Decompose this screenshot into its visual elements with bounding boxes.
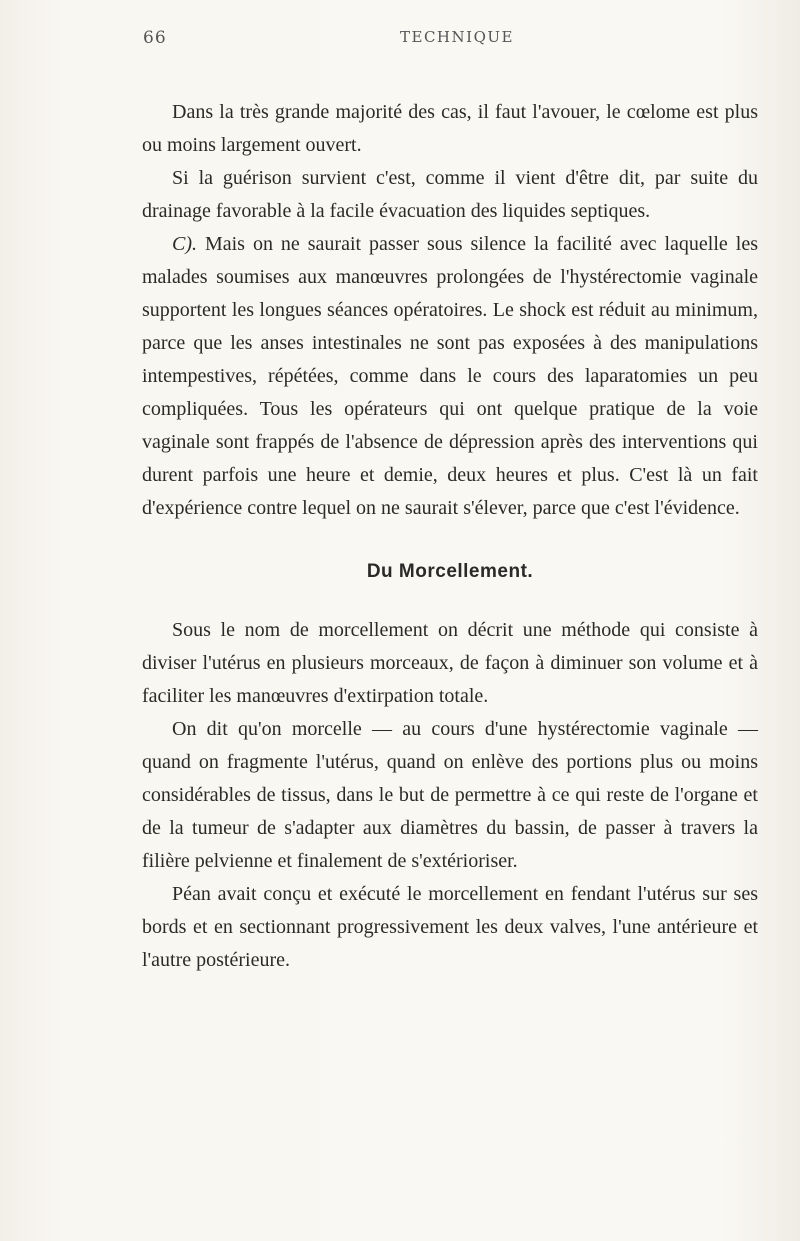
paragraph: Dans la très grande majorité des cas, il faut l'avouer, le cœlome est plus ou moins largement ouvert.: [142, 101, 758, 156]
paragraph-marker: C).: [172, 233, 197, 255]
running-title: TECHNIQUE: [400, 28, 514, 46]
paragraph-text: Mais on ne saurait passer sous silence la facilité avec laquelle les malades soumises aux manœuvres prolongées de l'hystérectomie vaginale supportent les longues séances opératoires. Le shock est réduit au minimum, parce que les anses intestinales ne sont pas exposées à des manipulations intempestives, répétées, comme dans le cours des laparatomies un peu compliquées. Tous les opérateurs qui ont quelque pratique de la voie vaginale sont frappés de l'absence de dépression après des interventions qui durent parfois une heure et demie, deux heures et plus. C'est là un fait d'expérience contre lequel on ne saurait s'élever, parce que c'est l'évidence.: [142, 233, 758, 519]
paragraph: Sous le nom de morcellement on décrit une méthode qui consiste à diviser l'utérus en plusieurs morceaux, de façon à diminuer son volume et à faciliter les manœuvres d'extirpation totale.: [142, 619, 758, 707]
paragraph: Péan avait conçu et exécuté le morcellement en fendant l'utérus sur ses bords et en sectionnant progressivement les deux valves, l'une antérieure et l'autre postérieure.: [142, 883, 758, 971]
paragraph: [142, 228, 758, 525]
section-title: Du Morcellement.: [366, 561, 534, 582]
page-body: [142, 96, 758, 977]
page-number: 66: [143, 28, 167, 48]
paragraph: On dit qu'on morcelle — au cours d'une hystérectomie vaginale — quand on fragmente l'utérus, quand on enlève des portions plus ou moins considérables de tissus, dans le but de permettre à ce qui reste de l'organe et de la tumeur de s'adapter aux diamètres du bassin, de passer à travers la filière pelvienne et finalement de s'extérioriser.: [142, 718, 758, 872]
page-header: [0, 28, 800, 58]
paragraph: Si la guérison survient c'est, comme il vient d'être dit, par suite du drainage favorable à la facile évacuation des liquides septiques.: [142, 167, 758, 222]
